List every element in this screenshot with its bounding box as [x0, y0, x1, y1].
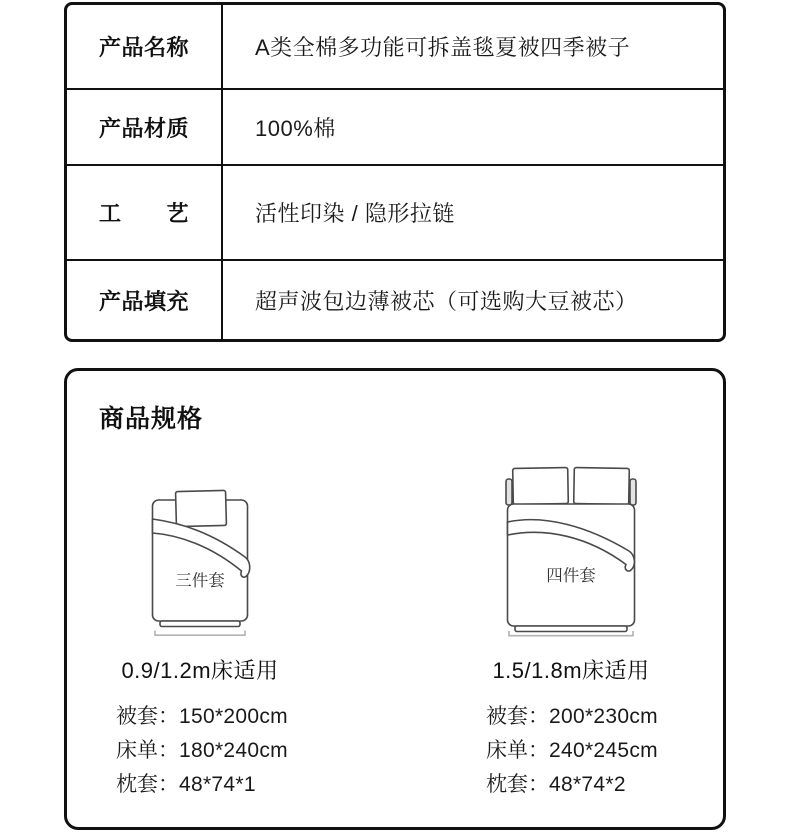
- bed-size-label-double: 1.5/1.8m床适用: [492, 658, 650, 683]
- spec-label: 枕套：: [486, 773, 549, 796]
- product-specs-panel: [64, 368, 726, 830]
- panel-heading: 商品规格: [99, 405, 204, 433]
- headboard-post-left: [506, 479, 512, 505]
- spec-label: 枕套：: [116, 773, 179, 796]
- bed-size-label-single: 0.9/1.2m床适用: [121, 658, 279, 683]
- pillow-icon: [176, 490, 227, 526]
- pillow-left-icon: [513, 468, 569, 505]
- bed-base: [515, 626, 627, 632]
- measure-line: [155, 631, 245, 637]
- spec-value: 48*74*2: [549, 773, 626, 796]
- pillow-right-icon: [574, 468, 630, 505]
- row-label-craft: 工 艺: [67, 166, 223, 259]
- row-value-material: 100%棉: [255, 115, 336, 141]
- spec-label: 被套：: [116, 705, 179, 728]
- spec-value: 240*245cm: [549, 739, 658, 762]
- row-value-product-name: A类全棉多功能可拆盖毯夏被四季被子: [255, 35, 631, 60]
- spec-label: 床单：: [486, 739, 549, 762]
- set-badge-four-piece: 四件套: [546, 567, 596, 585]
- headboard-post-right: [630, 479, 636, 505]
- spec-line-duvet-cover: [486, 705, 658, 728]
- spec-line-sheet: [486, 739, 658, 762]
- table-row: [67, 5, 723, 88]
- table-row: [67, 164, 723, 259]
- spec-list-four-piece: [486, 705, 658, 807]
- row-label-product-name: 产品名称: [67, 5, 223, 88]
- spec-value: 48*74*1: [179, 773, 256, 796]
- row-label-filling: 产品填充: [67, 261, 223, 339]
- spec-line-pillowcase: [116, 773, 288, 796]
- spec-value: 150*200cm: [179, 705, 288, 728]
- spec-list-three-piece: [116, 705, 288, 807]
- spec-value: 180*240cm: [179, 739, 288, 762]
- spec-label: 床单：: [116, 739, 179, 762]
- single-bed-icon: [148, 489, 252, 639]
- double-bed-icon: [503, 465, 639, 639]
- spec-value: 200*230cm: [549, 705, 658, 728]
- table-row: [67, 88, 723, 164]
- row-value-filling: 超声波包边薄被芯（可选购大豆被芯）: [255, 288, 638, 314]
- set-badge-three-piece: 三件套: [175, 572, 225, 590]
- product-info-table: [64, 2, 726, 342]
- spec-line-pillowcase: [486, 773, 658, 796]
- row-label-material: 产品材质: [67, 90, 223, 164]
- spec-line-duvet-cover: [116, 705, 288, 728]
- row-value-craft: 活性印染 / 隐形拉链: [255, 201, 455, 226]
- spec-label: 被套：: [486, 705, 549, 728]
- bed-base: [160, 621, 240, 627]
- spec-line-sheet: [116, 739, 288, 762]
- table-row: [67, 259, 723, 339]
